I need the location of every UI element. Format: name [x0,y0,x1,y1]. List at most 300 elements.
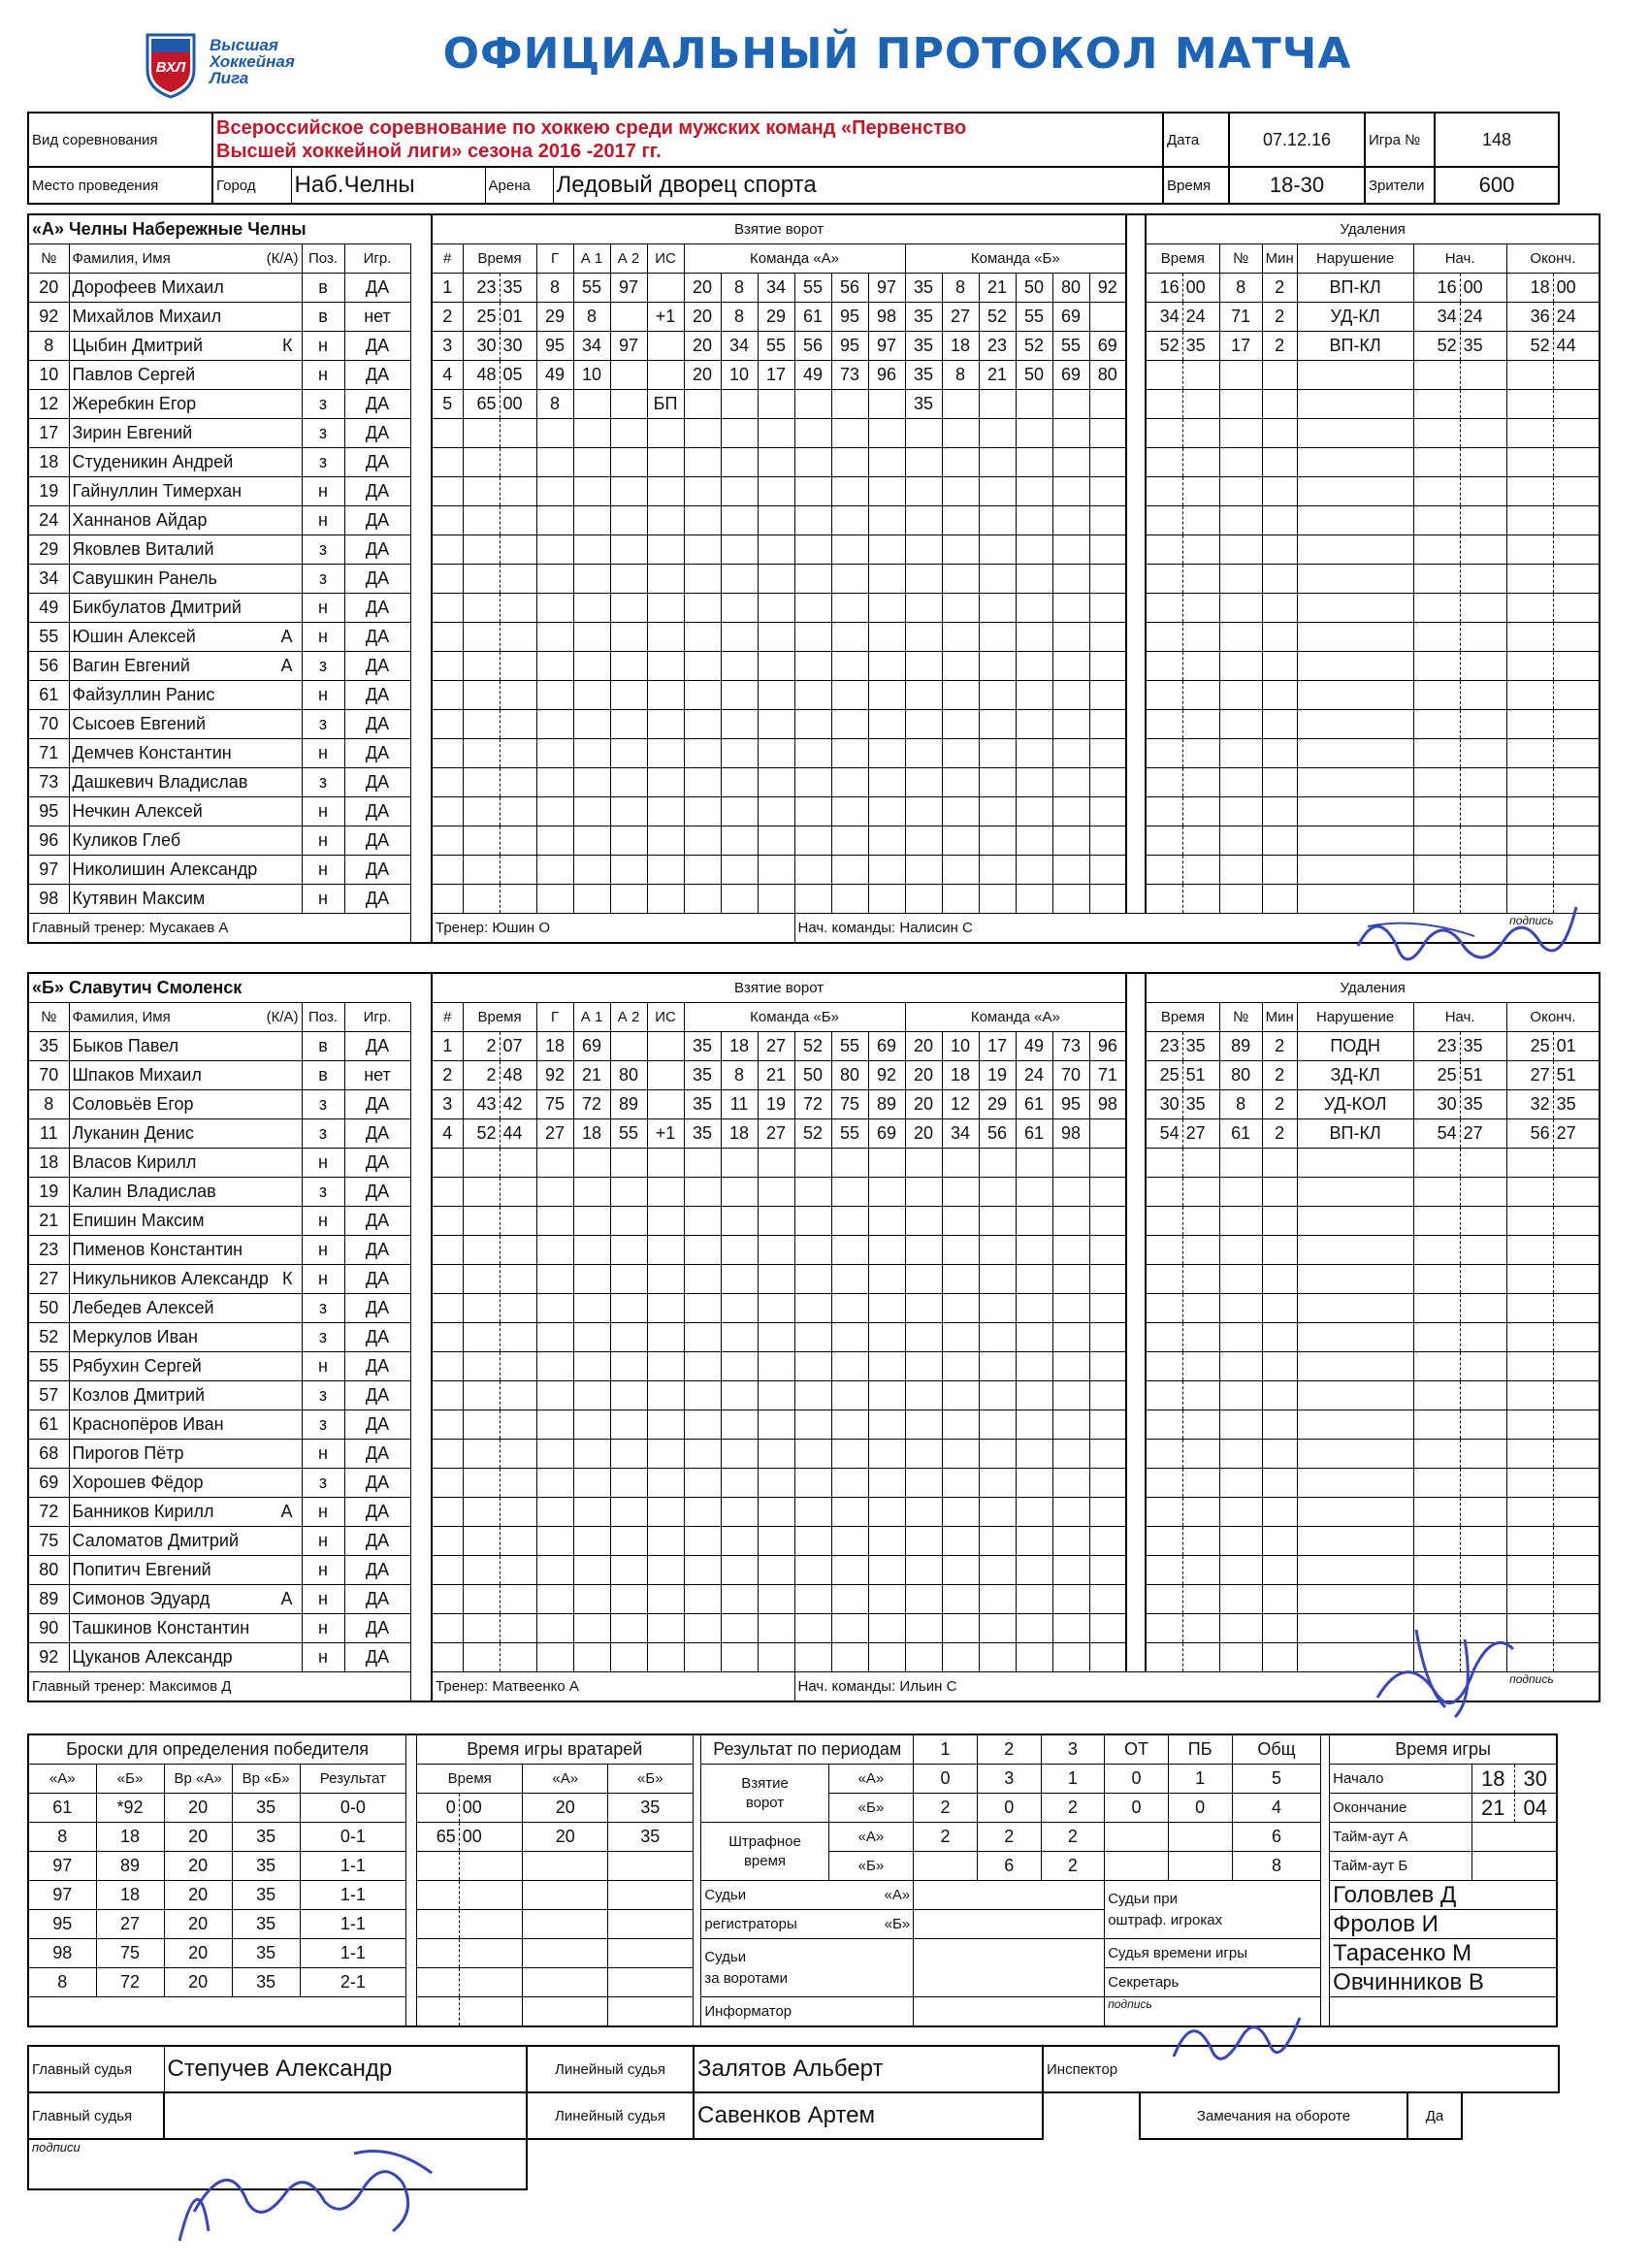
player-played: ДА [344,1207,410,1236]
pen-start-sec [1460,390,1506,419]
goal-assist-2 [610,1352,647,1381]
on-ice-opp [1016,1381,1052,1410]
goals-label: Взятие ворот [701,1765,828,1823]
pen-end-min [1506,1440,1553,1469]
on-ice-opp [1052,419,1089,448]
on-ice-own [758,681,794,710]
pen-start-min [1413,652,1460,681]
shootout-cell: 18 [96,1881,164,1910]
pen-min [1146,1178,1182,1207]
shootout-col: Вр «А» [164,1765,232,1794]
on-ice-opp [1089,1410,1126,1440]
player-played: ДА [344,1265,410,1294]
pen-sec: 35 [1182,332,1219,361]
player-position: н [302,1207,344,1236]
on-ice-opp: 55 [1016,303,1052,332]
end-min: 04 [1514,1794,1557,1823]
col-team-own: Команда «А» [684,244,905,274]
table-row [28,1823,1557,1852]
goal-situation [647,594,684,623]
pen-player [1219,885,1262,914]
on-ice-own [868,1265,905,1294]
pen-player [1219,1643,1262,1672]
on-ice-opp [1089,303,1126,332]
pen-sec [1182,1643,1219,1672]
player-played: ДА [344,1440,410,1469]
spacer [410,1294,432,1323]
on-ice-own: 8 [721,274,758,303]
goal-sec [500,565,536,594]
player-played: ДА [344,1381,410,1410]
on-ice-opp [1089,477,1126,506]
col-goal-num: # [432,1003,463,1032]
pen-minutes [1262,768,1297,797]
on-ice-opp: 8 [942,361,979,390]
goal-scorer [536,1469,573,1498]
on-ice-own [794,535,831,565]
on-ice-own: 20 [684,274,721,303]
pen-minutes [1262,1149,1297,1178]
goal-situation: +1 [647,303,684,332]
col-igr: Игр. [344,1003,410,1032]
pen-min [1146,1614,1182,1643]
on-ice-own [868,768,905,797]
spacer [410,1090,432,1119]
goal-number [432,1527,463,1556]
on-ice-opp [1052,885,1089,914]
on-ice-opp [1052,1614,1089,1643]
pen-start-min [1413,623,1460,652]
player-number: 49 [28,594,69,623]
pen-end-sec [1553,390,1600,419]
on-ice-own [684,623,721,652]
on-ice-own [794,710,831,739]
spacer [1126,274,1146,303]
spacer [410,1061,432,1090]
goal-min [463,448,500,477]
on-ice-opp [905,1178,942,1207]
goal-sec [500,594,536,623]
on-ice-own [831,1410,868,1440]
on-ice-opp: 27 [942,303,979,332]
pen-end-min [1506,797,1553,826]
on-ice-own [721,710,758,739]
col-assist-2: А 2 [610,1003,647,1032]
goal-assist-2 [610,1469,647,1498]
player-played: нет [344,303,410,332]
pen-start-sec: 27 [1460,1119,1506,1149]
goalie-b [608,1910,694,1939]
goal-assist-2: 97 [610,274,647,303]
player-position: з [302,710,344,739]
on-ice-own [831,1265,868,1294]
on-ice-own [721,1585,758,1614]
pen-minutes: 2 [1262,332,1297,361]
on-ice-own [794,506,831,535]
spacer [1126,1265,1146,1294]
pen-end-sec [1553,768,1600,797]
pen-violation [1297,1236,1413,1265]
pen-player: 71 [1219,303,1262,332]
team-a-label: «А» [828,1765,914,1794]
shootout-cell: 2-1 [300,1968,405,1997]
goal-number [432,1410,463,1440]
spacer [406,1881,417,1910]
pen-start-min: 30 [1413,1090,1460,1119]
goal-situation [647,1498,684,1527]
goal-situation [647,361,684,390]
pen-violation [1297,826,1413,856]
player-played: ДА [344,681,410,710]
pen-min [1146,826,1182,856]
table-row [28,565,1600,594]
player-position: н [302,1352,344,1381]
player-position: н [302,885,344,914]
table-row [28,1061,1600,1090]
pen-player [1219,506,1262,535]
player-name: Куликов Глеб [69,826,302,856]
pen-min [1146,477,1182,506]
goal-scorer [536,739,573,768]
on-ice-own [721,797,758,826]
registrars-label: Судьи «А» [701,1881,914,1910]
goal-min [463,1352,500,1381]
on-ice-opp: 80 [1052,274,1089,303]
pen-player [1219,1294,1262,1323]
pen-end-sec [1553,1614,1600,1643]
pen-end-min [1506,1178,1553,1207]
on-ice-opp [942,1556,979,1585]
table-row [28,1440,1600,1469]
spacer [1321,1939,1330,1968]
on-ice-own [684,856,721,885]
player-name: Пименов Константин [69,1236,302,1265]
pen-min [1146,419,1182,448]
pen-end-sec [1553,1643,1600,1672]
pen-minutes [1262,1614,1297,1643]
on-ice-opp [979,739,1016,768]
on-ice-own [721,1643,758,1672]
pen-player [1219,1498,1262,1527]
on-ice-own [868,1207,905,1236]
on-ice-own [758,652,794,681]
pen-start-min [1413,1381,1460,1410]
pen-minutes: 2 [1262,1061,1297,1090]
pen-start-sec [1460,1643,1506,1672]
goal-situation [647,885,684,914]
on-ice-opp [905,710,942,739]
on-ice-own [831,681,868,710]
pen-player: 17 [1219,332,1262,361]
table-row [28,1498,1600,1527]
spacer [1126,1643,1146,1672]
registrars-label-2: регистраторы «Б» [701,1910,914,1939]
on-ice-own [831,1469,868,1498]
goal-min: 48 [463,361,500,390]
goal-situation [647,419,684,448]
on-ice-own [831,1178,868,1207]
goal-assist-2 [610,856,647,885]
pen-start-min [1413,797,1460,826]
goal-scorer [536,535,573,565]
goal-scorer [536,885,573,914]
on-ice-own [684,739,721,768]
pen-min [1146,710,1182,739]
shootout-cell: 97 [28,1852,96,1881]
goal-min: 30 [463,332,500,361]
pen-min [1146,506,1182,535]
competition-name: Всероссийское соревнование по хоккею среди мужских команд «Первенство Высшей хоккейной лиги» сезона 2016 -2017 гг. [212,113,1163,167]
pen-end-sec: 01 [1553,1032,1600,1061]
pen-start-min [1413,681,1460,710]
player-position: н [302,1527,344,1556]
goalie-sec: 00 [459,1794,523,1823]
on-ice-opp [1052,1149,1089,1178]
on-ice-opp [979,1498,1016,1527]
goalie-min [417,1910,460,1939]
team-a-label: «А» [828,1823,914,1852]
spacer [410,244,432,274]
pen-player [1219,1469,1262,1498]
pen-sec [1182,739,1219,768]
on-ice-own: 55 [794,274,831,303]
on-ice-own: 52 [794,1119,831,1149]
table-row [28,856,1600,885]
player-number: 68 [28,1440,69,1469]
goal-scorer [536,652,573,681]
on-ice-opp [905,565,942,594]
on-ice-opp [905,1323,942,1352]
spacer [1126,973,1146,1003]
spacer [1321,1852,1330,1881]
goal-sec [500,797,536,826]
table-row [28,710,1600,739]
on-ice-opp [1052,1527,1089,1556]
pen-start-min [1413,710,1460,739]
on-ice-own [831,565,868,594]
on-ice-own [758,1410,794,1440]
pen-end-sec: 35 [1553,1090,1600,1119]
goal-sec [500,1440,536,1469]
on-ice-own [831,1207,868,1236]
goalie-a [523,1910,608,1939]
pen-start-min: 34 [1413,303,1460,332]
on-ice-opp [979,594,1016,623]
pen-end-sec [1553,739,1600,768]
pen-start-min [1413,1614,1460,1643]
on-ice-own: 95 [831,303,868,332]
spacer [1126,1410,1146,1440]
on-ice-own: 49 [794,361,831,390]
on-ice-opp [942,1440,979,1469]
goal-min [463,885,500,914]
on-ice-own [868,1149,905,1178]
pen-start-sec [1460,1265,1506,1294]
shootout-cell: 35 [232,1881,300,1910]
spacer [693,1852,701,1881]
on-ice-own: 69 [868,1119,905,1149]
spacer [1126,797,1146,826]
spacer [1462,2092,1559,2139]
on-ice-opp [1016,1236,1052,1265]
on-ice-own [721,1323,758,1352]
table-row [28,1556,1600,1585]
goal-assist-2 [610,1585,647,1614]
pen-sec [1182,1265,1219,1294]
shootout-cell: 35 [232,1910,300,1939]
on-ice-opp: 52 [979,303,1016,332]
goal-scorer [536,681,573,710]
goal-assist-2 [610,1614,647,1643]
player-position: з [302,1294,344,1323]
goal-number: 1 [432,1032,463,1061]
pen-sec [1182,652,1219,681]
goal-sec [500,1556,536,1585]
goal-min [463,1294,500,1323]
pen-violation [1297,885,1413,914]
period-col: 3 [1041,1734,1105,1765]
goalie-empty [608,1997,694,2027]
on-ice-own [868,681,905,710]
goal-number [432,1178,463,1207]
goal-number: 3 [432,1090,463,1119]
on-ice-opp [905,1294,942,1323]
col-pen-num: № [1219,244,1262,274]
pen-start-sec [1460,681,1506,710]
khl-logo [136,29,330,103]
goal-scorer [536,477,573,506]
pen-end-min [1506,1469,1553,1498]
player-number: 23 [28,1236,69,1265]
spacer [410,652,432,681]
goal-sec [500,623,536,652]
spacer [1126,623,1146,652]
pen-violation [1297,535,1413,565]
goal-scorer [536,1498,573,1527]
on-ice-own [868,419,905,448]
player-position: н [302,1440,344,1469]
goal-number: 3 [432,332,463,361]
pen-min [1146,797,1182,826]
goal-sec [500,1381,536,1410]
goalie-a: 20 [523,1823,608,1852]
on-ice-own [831,1498,868,1527]
period-goals-b: 2 [1041,1794,1105,1823]
on-ice-own [794,1178,831,1207]
player-name: Николишин Александр [69,856,302,885]
on-ice-opp [979,419,1016,448]
on-ice-opp [979,1294,1016,1323]
goal-assist-2 [610,1294,647,1323]
goal-assist-1 [573,535,610,565]
col-team-opp: Команда «Б» [905,244,1126,274]
pen-end-min [1506,361,1553,390]
col-pen-end: Оконч. [1506,1003,1600,1032]
pen-end-min [1506,856,1553,885]
on-ice-own [721,1556,758,1585]
secretary-label: Секретарь [1105,1968,1321,1997]
col-pen-num: № [1219,1003,1262,1032]
goal-assist-1 [573,1294,610,1323]
pen-violation [1297,1323,1413,1352]
col-assist-1: А 1 [573,244,610,274]
pen-minutes [1262,1585,1297,1614]
pen-sec [1182,361,1219,390]
shootout-cell: 98 [28,1939,96,1968]
pen-min [1146,739,1182,768]
pen-minutes [1262,797,1297,826]
on-ice-opp [1089,506,1126,535]
on-ice-own [721,565,758,594]
goal-min [463,1207,500,1236]
spacer [410,914,432,944]
pen-start-min [1413,419,1460,448]
goal-situation [647,535,684,565]
on-ice-own [868,826,905,856]
table-row [28,826,1600,856]
goal-min [463,1236,500,1265]
goal-number [432,1265,463,1294]
spacer [1126,1061,1146,1090]
pen-minutes [1262,1440,1297,1469]
player-number: 20 [28,274,69,303]
goal-min [463,1498,500,1527]
pen-start-min [1413,826,1460,856]
on-ice-opp [905,797,942,826]
pen-min [1146,681,1182,710]
spacer [410,1527,432,1556]
pen-minutes [1262,477,1297,506]
goal-sec [500,856,536,885]
pen-player [1219,390,1262,419]
goal-assist-2 [610,535,647,565]
pen-minutes [1262,710,1297,739]
on-ice-opp [1089,1119,1126,1149]
goal-situation [647,1207,684,1236]
on-ice-opp [905,1352,942,1381]
player-name: Демчев Константин [69,739,302,768]
goalies-col-time: Время [417,1765,523,1794]
on-ice-own [794,797,831,826]
period-col: ПБ [1168,1734,1232,1765]
goal-situation [647,1149,684,1178]
on-ice-own [831,1236,868,1265]
pen-sec [1182,594,1219,623]
on-ice-own [868,506,905,535]
pen-violation [1297,1469,1413,1498]
goal-number [432,1236,463,1265]
pen-end-sec [1553,1323,1600,1352]
pen-player [1219,1614,1262,1643]
goalie-b: 35 [608,1794,694,1823]
pen-start-sec [1460,448,1506,477]
date-value: 07.12.16 [1229,113,1365,167]
on-ice-own [758,885,794,914]
goal-situation [647,1294,684,1323]
on-ice-own: 18 [721,1032,758,1061]
spacer [410,1032,432,1061]
on-ice-opp: 35 [905,332,942,361]
on-ice-own [684,1440,721,1469]
on-ice-own [721,1178,758,1207]
goal-assist-1 [573,1207,610,1236]
goalie-sec [459,1968,523,1997]
goal-situation [647,1032,684,1061]
on-ice-own [721,623,758,652]
pen-player [1219,826,1262,856]
player-name: Козлов Дмитрий [69,1381,302,1410]
on-ice-opp [942,594,979,623]
